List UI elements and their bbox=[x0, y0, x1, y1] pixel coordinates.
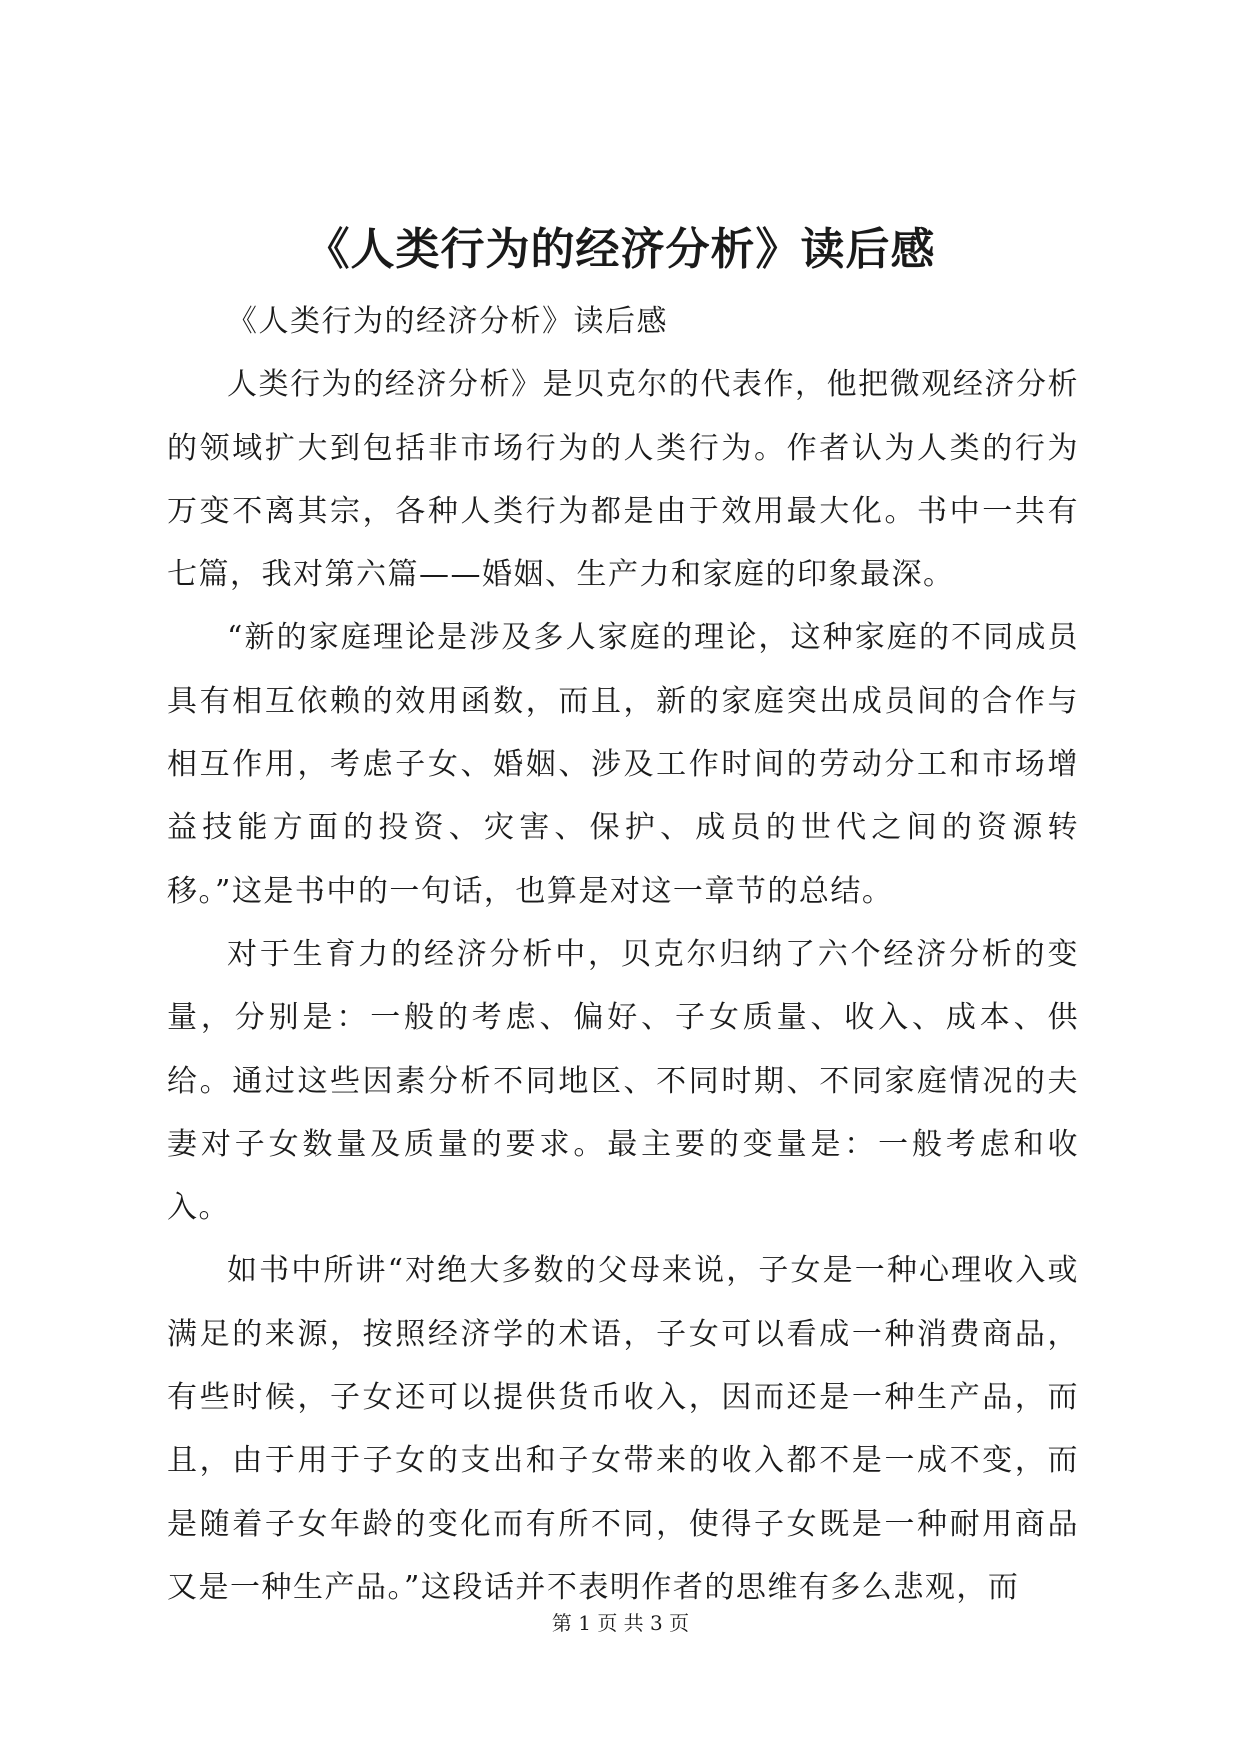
document-body bbox=[167, 290, 1079, 1619]
paragraph: “新的家庭理论是涉及多人家庭的理论，这种家庭的不同成员具有相互依赖的效用函数，而且，新的家庭突出成员间的合作与相互作用，考虑子女、婚姻、涉及工作时间的劳动分工和市场增益技能方面的投资、灾害、保护、成员的世代之间的资源转移。”这是书中的一句话，也算是对这一章节的总结。 bbox=[167, 620, 1079, 909]
paragraph: 如书中所讲“对绝大多数的父母来说，子女是一种心理收入或满足的来源，按照经济学的术语，子女可以看成一种消费商品，有些时候，子女还可以提供货币收入，因而还是一种生产品，而且，由于用于子女的支出和子女带来的收入都不是一成不变，而是随着子女年龄的变化而有所不同，使得子女既是一种耐用商品又是一种生产品。”这段话并不表明作者的思维有多么悲观，而 bbox=[167, 1253, 1079, 1605]
paragraph: 对于生育力的经济分析中，贝克尔归纳了六个经济分析的变量，分别是：一般的考虑、偏好、子女质量、收入、成本、供给。通过这些因素分析不同地区、不同时期、不同家庭情况的夫妻对子女数量及质量的要求。最主要的变量是：一般考虑和收入。 bbox=[167, 936, 1079, 1226]
page-number: 第 1 页 共 3 页 bbox=[551, 1611, 690, 1635]
paragraph: 人类行为的经济分析》是贝克尔的代表作，他把微观经济分析的领域扩大到包括非市场行为的人类行为。作者认为人类的行为万变不离其宗，各种人类行为都是由于效用最大化。书中一共有七篇，我对第六篇——婚姻、生产力和家庭的印象最深。 bbox=[167, 367, 1079, 593]
paragraph-subtitle: 《人类行为的经济分析》读后感 bbox=[227, 304, 668, 339]
document-title: 《人类行为的经济分析》读后感 bbox=[305, 224, 936, 275]
